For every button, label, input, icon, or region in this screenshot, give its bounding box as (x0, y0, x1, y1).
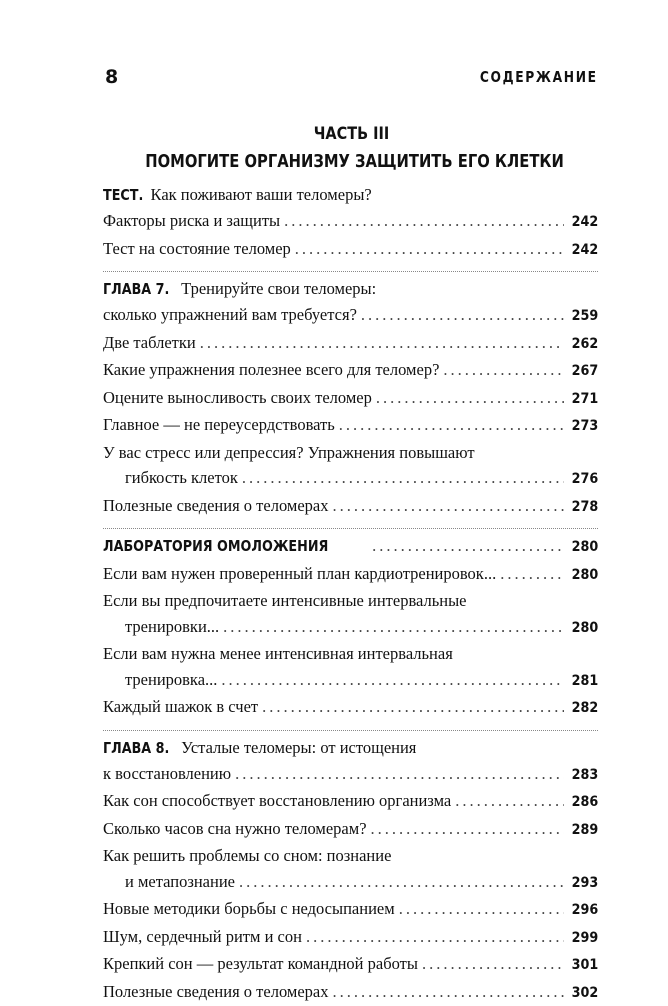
table-of-contents (103, 182, 598, 1006)
lab-title: ЛАБОРАТОРИЯ ОМОЛОЖЕНИЯ (103, 534, 328, 560)
dot-leader (284, 208, 564, 234)
toc-entry[interactable] (103, 896, 598, 924)
toc-entry[interactable] (103, 330, 598, 358)
entry-page: 280 (571, 616, 598, 642)
toc-entry[interactable] (103, 614, 598, 642)
dot-leader (239, 869, 564, 895)
entry-title: Оцените выносливость своих теломер (103, 385, 372, 411)
toc-section-chapter-8 (103, 730, 598, 1006)
dot-leader (235, 761, 564, 787)
entry-title: Две таблетки (103, 330, 196, 356)
dot-leader (500, 561, 564, 587)
dot-leader (295, 236, 564, 262)
entry-page: 242 (571, 210, 598, 236)
entry-title: тренировки... (103, 614, 219, 640)
toc-entry[interactable] (103, 924, 598, 952)
entry-title-line[interactable]: У вас стресс или депрессия? Упражнения повышают (103, 440, 598, 466)
toc-entry[interactable] (103, 302, 598, 330)
entry-page: 280 (571, 535, 598, 561)
entry-title: Сколько часов сна нужно теломерам? (103, 816, 367, 842)
entry-title: Крепкий сон — результат командной работы (103, 951, 418, 977)
chapter-title: Тренируйте свои теломеры: (177, 279, 376, 298)
page-number: 8 (105, 66, 119, 88)
page-header (105, 66, 598, 94)
dot-leader (332, 493, 563, 519)
entry-title: Шум, сердечный ритм и сон (103, 924, 302, 950)
toc-section-chapter-7 (103, 271, 598, 528)
dot-leader (223, 614, 564, 640)
toc-entry[interactable] (103, 533, 598, 561)
entry-page: 286 (571, 790, 598, 816)
toc-entry[interactable] (103, 208, 598, 236)
part-heading (100, 120, 603, 176)
dot-leader (376, 385, 564, 411)
toc-entry[interactable] (103, 236, 598, 264)
chapter-label: ГЛАВА 8. (103, 735, 169, 761)
chapter-title: Усталые теломеры: от истощения (177, 738, 416, 757)
dot-leader (361, 302, 564, 328)
dot-leader (332, 979, 563, 1005)
toc-entry[interactable] (103, 561, 598, 589)
entry-title: Новые методики борьбы с недосыпанием (103, 896, 395, 922)
dot-leader (242, 465, 564, 491)
chapter-heading (103, 735, 598, 761)
toc-entry[interactable] (103, 979, 598, 1006)
toc-entry[interactable] (103, 385, 598, 413)
entry-page: 273 (571, 414, 598, 440)
entry-title: Полезные сведения о теломерах (103, 979, 328, 1005)
entry-page: 283 (571, 763, 598, 789)
toc-entry[interactable] (103, 493, 598, 521)
entry-title: Полезные сведения о теломерах (103, 493, 328, 519)
entry-page: 267 (571, 359, 598, 385)
toc-entry[interactable] (103, 465, 598, 493)
dot-leader (443, 357, 563, 383)
dot-leader (339, 412, 564, 438)
dot-leader (221, 667, 563, 693)
part-label: ЧАСТЬ III (138, 120, 566, 148)
entry-title: Главное — не переусердствовать (103, 412, 335, 438)
entry-page: 262 (571, 332, 598, 358)
toc-entry[interactable] (103, 412, 598, 440)
toc-section-test (103, 182, 598, 271)
entry-page: 280 (571, 563, 598, 589)
running-title: СОДЕРЖАНИЕ (480, 68, 598, 86)
entry-title-line[interactable]: Если вы предпочитаете интенсивные интервальные (103, 588, 598, 614)
dot-leader (399, 896, 564, 922)
toc-entry[interactable] (103, 951, 598, 979)
toc-entry[interactable] (103, 761, 598, 789)
dot-leader (306, 924, 564, 950)
entry-title: гибкость клеток (103, 465, 238, 491)
chapter-heading (103, 276, 598, 302)
toc-entry[interactable] (103, 694, 598, 722)
dot-leader (372, 533, 564, 559)
section-title: Как поживают ваши теломеры? (146, 185, 371, 204)
entry-title: Какие упражнения полезнее всего для теломер? (103, 357, 439, 383)
chapter-title-cont: к восстановлению (103, 761, 231, 787)
dot-leader (371, 816, 564, 842)
dot-leader (422, 951, 564, 977)
entry-title: Факторы риска и защиты (103, 208, 280, 234)
entry-title: Тест на состояние теломер (103, 236, 291, 262)
entry-page: 301 (571, 953, 598, 979)
toc-entry[interactable] (103, 816, 598, 844)
chapter-title-cont: сколько упражнений вам требуется? (103, 302, 357, 328)
dot-leader (455, 788, 563, 814)
entry-page: 289 (571, 818, 598, 844)
entry-page: 302 (571, 981, 598, 1006)
toc-section-lab (103, 528, 598, 730)
entry-title-line[interactable]: Если вам нужна менее интенсивная интервальная (103, 641, 598, 667)
entry-page: 299 (571, 926, 598, 952)
entry-title: тренировка... (103, 667, 217, 693)
toc-entry[interactable] (103, 788, 598, 816)
entry-page: 242 (571, 238, 598, 264)
section-label: ТЕСТ. (103, 182, 143, 208)
entry-page: 281 (571, 669, 598, 695)
dot-leader (200, 330, 564, 356)
entry-page: 293 (571, 871, 598, 897)
entry-page: 259 (571, 304, 598, 330)
entry-title: и метапознание (103, 869, 235, 895)
part-title: ПОМОГИТЕ ОРГАНИЗМУ ЗАЩИТИТЬ ЕГО КЛЕТКИ (145, 148, 557, 176)
entry-title-line[interactable]: Как решить проблемы со сном: познание (103, 843, 598, 869)
entry-page: 271 (571, 387, 598, 413)
toc-entry[interactable] (103, 869, 598, 897)
toc-entry[interactable] (103, 357, 598, 385)
toc-entry[interactable] (103, 667, 598, 695)
entry-title: Каждый шажок в счет (103, 694, 258, 720)
chapter-label: ГЛАВА 7. (103, 276, 169, 302)
entry-page: 296 (571, 898, 598, 924)
entry-title: Если вам нужен проверенный план кардиотренировок... (103, 561, 496, 587)
entry-page: 282 (571, 696, 598, 722)
section-heading (103, 182, 598, 208)
entry-title: Как сон способствует восстановлению организма (103, 788, 451, 814)
entry-page: 278 (571, 495, 598, 521)
entry-page: 276 (571, 467, 598, 493)
dot-leader (262, 694, 564, 720)
